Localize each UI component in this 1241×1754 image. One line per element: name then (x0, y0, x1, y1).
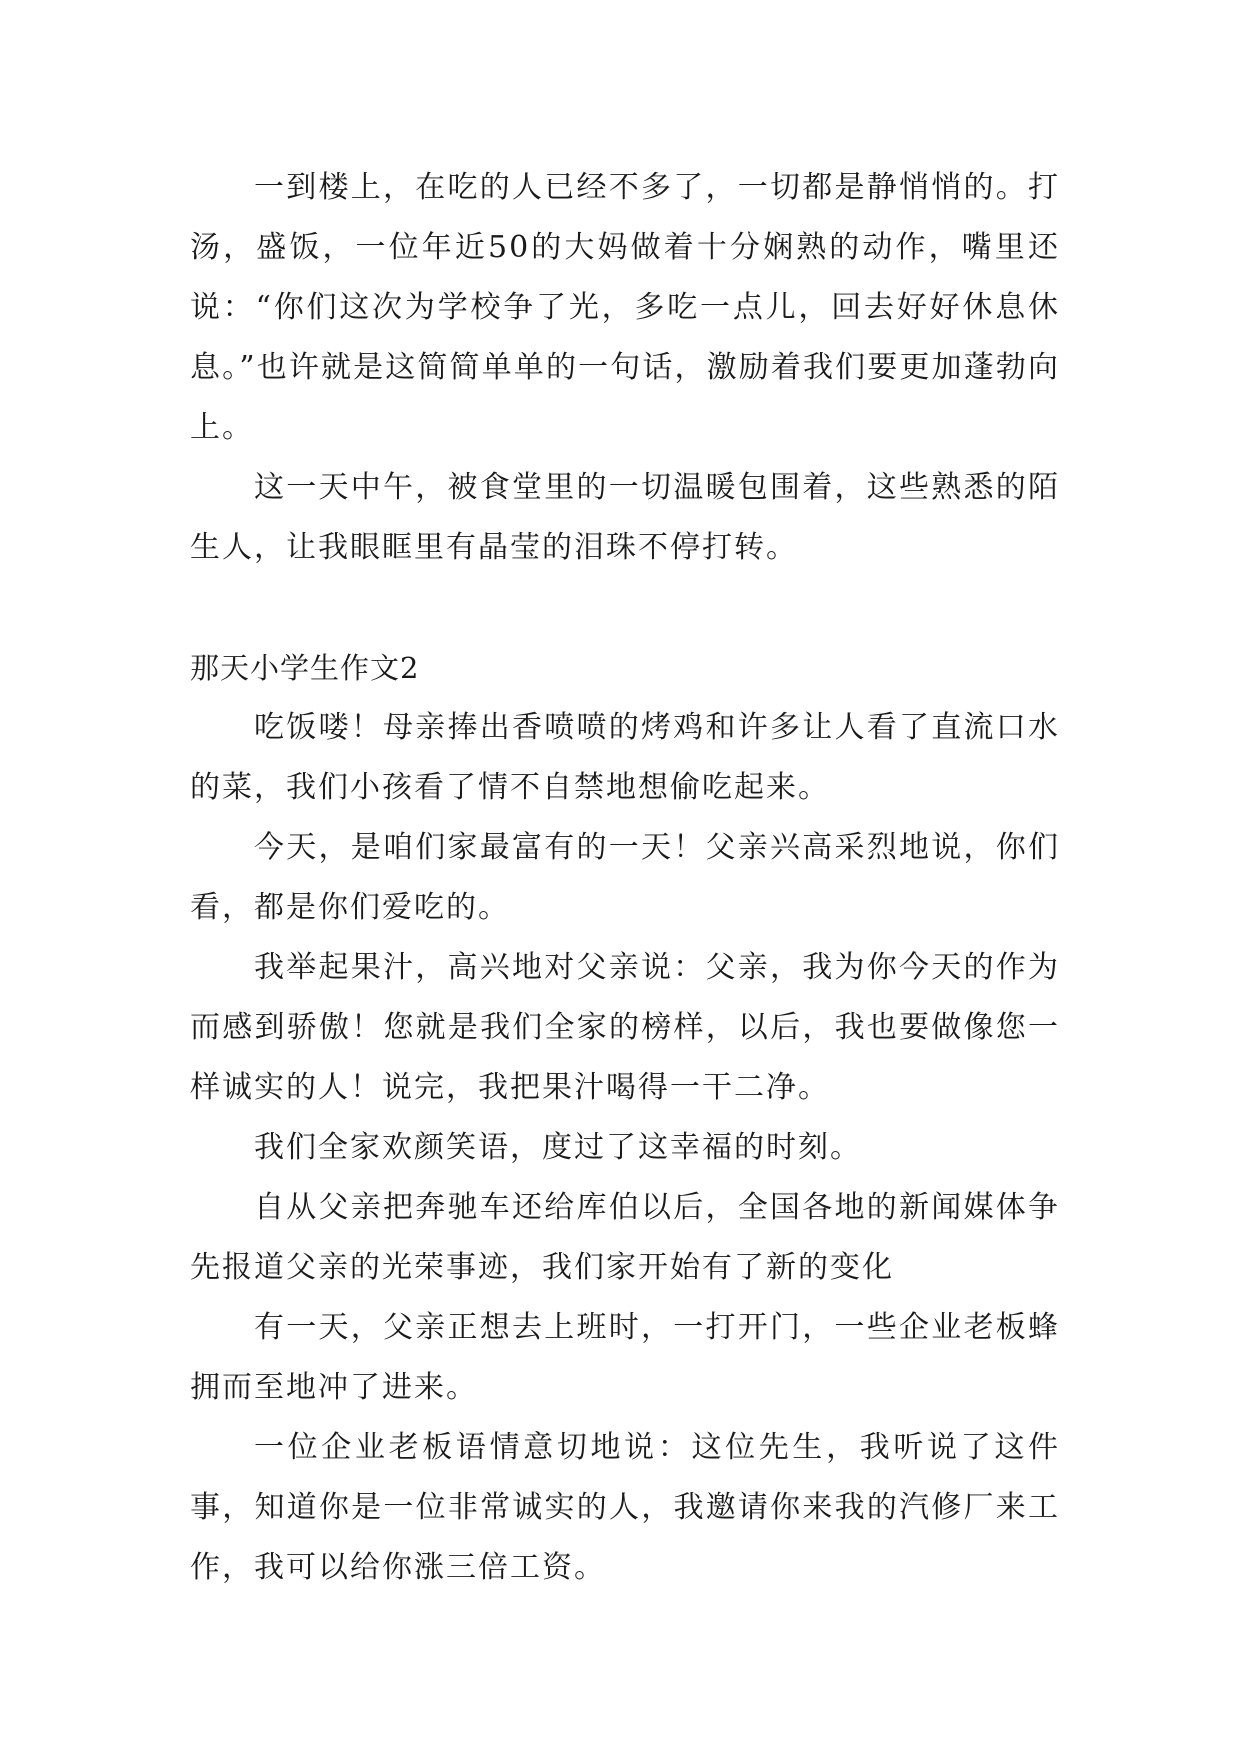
paragraph: 一位企业老板语情意切地说：这位先生，我听说了这件事，知道你是一位非常诚实的人，我邀请你来我的汽修厂来工作，我可以给你涨三倍工资。 (190, 1430, 1060, 1585)
paragraph: 一到楼上，在吃的人已经不多了，一切都是静悄悄的。打汤，盛饭，一位年近50的大妈做着十分娴熟的动作，嘴里还说：“你们这次为学校争了光，多吃一点儿，回去好好休息休息。”也许就是这简简单单的一句话，激励着我们要更加蓬勃向上。 (190, 170, 1060, 445)
paragraph: 我举起果汁，高兴地对父亲说：父亲，我为你今天的作为而感到骄傲！您就是我们全家的榜样，以后，我也要做像您一样诚实的人！说完，我把果汁喝得一干二净。 (190, 950, 1060, 1105)
document-body (190, 158, 1060, 1598)
paragraph: 自从父亲把奔驰车还给库伯以后，全国各地的新闻媒体争先报道父亲的光荣事迹，我们家开始有了新的变化 (190, 1190, 1060, 1285)
paragraph: 吃饭喽！母亲捧出香喷喷的烤鸡和许多让人看了直流口水的菜，我们小孩看了情不自禁地想偷吃起来。 (190, 710, 1060, 805)
paragraph: 有一天，父亲正想去上班时，一打开门，一些企业老板蜂拥而至地冲了进来。 (190, 1310, 1060, 1405)
paragraph: 我们全家欢颜笑语，度过了这幸福的时刻。 (254, 1130, 862, 1165)
section-heading: 那天小学生作文2 (190, 651, 420, 685)
paragraph: 这一天中午，被食堂里的一切温暖包围着，这些熟悉的陌生人，让我眼眶里有晶莹的泪珠不停打转。 (190, 470, 1060, 565)
paragraph: 今天，是咱们家最富有的一天！父亲兴高采烈地说，你们看，都是你们爱吃的。 (190, 830, 1060, 925)
